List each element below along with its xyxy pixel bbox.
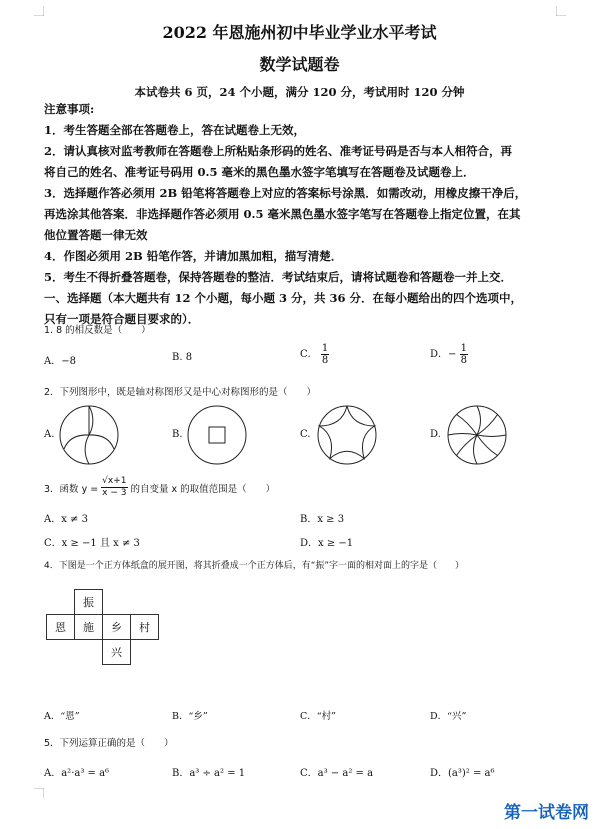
q5-option-d: D．(a³)² = a⁶ [430, 768, 495, 779]
notes-heading: 注意事项: [44, 102, 95, 116]
exam-subtitle: 数学试题卷 [259, 55, 340, 74]
net-cell: 村 [131, 615, 159, 640]
q3-option-c: C．x ≥ −1 且 x ≠ 3 [44, 538, 140, 549]
q2-stem: 2．下列图形中，既是轴对称图形又是中心对称图形的是（ ） [44, 387, 317, 398]
notes-line: 1．考生答题全部在答题卷上，答在试题卷上无效， [44, 123, 305, 137]
fraction: $\frac{√x+1}{x - 3}$ [102, 476, 127, 498]
notes-line: 5．考生不得折叠答题卷，保持答题卷的整洁．考试结束后，请将试题卷和答题卷一并上交． [44, 270, 512, 284]
cube-net [46, 589, 159, 665]
q2-option-a: A. [44, 429, 55, 440]
q4-option-d: D．“兴” [430, 711, 467, 722]
q1-option-b: B. 8 [172, 352, 193, 363]
crop-mark-icon [34, 6, 44, 16]
notes-section [44, 99, 570, 330]
q4-stem: 4．下图是一个正方体纸盒的展开图，将其折叠成一个正方体后，有“振”字一面的相对面上的字是（ ） [44, 561, 465, 571]
notes-line: 他位置答题一律无效 [44, 228, 148, 242]
notes-line: 将自己的姓名、准考证号码用 0.5 毫米的黑色墨水签字笔填写在答题卷及试题卷上． [44, 165, 475, 179]
fraction: $\frac{1}{8}$ [321, 343, 329, 366]
q4-option-c: C．“村” [300, 711, 336, 722]
q3-option-b: B．x ≥ 3 [300, 514, 345, 525]
exam-title: 2022 年恩施州初中毕业学业水平考试 [162, 23, 437, 42]
q2-option-b: B. [172, 429, 183, 440]
q1-stem: 1. 8 的相反数是（ ） [44, 325, 151, 336]
pinwheel-circle-icon [446, 404, 508, 466]
net-cell: 乡 [103, 615, 131, 640]
notes-line: 2．请认真核对监考教师在答题卷上所粘贴条形码的姓名、准考证号码是否与本人相符合，再 [44, 144, 512, 158]
q1-option-d: D．− $\frac{1}{8}$ [430, 343, 467, 366]
net-cell: 兴 [103, 640, 131, 665]
exam-info: 本试卷共 6 页，24 个小题，满分 120 分，考试用时 120 分钟 [134, 85, 465, 99]
q3-option-a: A．x ≠ 3 [44, 514, 88, 525]
three-arc-circle-icon [58, 404, 120, 466]
watermark-logo: 第一试卷网 [504, 803, 589, 823]
section-heading: 一、选择题（本大题共有 12 个小题，每小题 3 分，共 36 分．在每小题给出的四个选项中， [44, 291, 523, 305]
q3-stem: 3．函数 y = $\frac{√x+1}{x - 3}$ 的自变量 x 的取值范围是（ ） [44, 476, 276, 498]
net-cell: 施 [75, 615, 103, 640]
q2-option-d: D. [430, 429, 441, 440]
q5-option-a: A．a²·a³ = a⁶ [44, 768, 110, 779]
q5-stem: 5．下列运算正确的是（ ） [44, 738, 174, 749]
q4-option-b: B．“乡” [172, 711, 208, 722]
coin-square-icon [186, 404, 248, 466]
q1-option-c: C． $\frac{1}{8}$ [300, 343, 329, 366]
notes-line: 3．选择题作答必须用 2B 铅笔将答题卷上对应的答案标号涂黑．如需改动，用橡皮擦干净后， [44, 186, 527, 200]
net-cell: 恩 [47, 615, 75, 640]
q3-option-d: D．x ≥ −1 [300, 538, 354, 549]
q2-option-c: C. [300, 429, 311, 440]
q5-option-b: B．a³ ÷ a² = 1 [172, 768, 246, 779]
fraction: $\frac{1}{8}$ [460, 343, 467, 366]
notes-line: 4．作图必须用 2B 铅笔作答，并请加黑加粗，描写清楚． [44, 249, 343, 263]
pentagon-arc-star-icon [316, 404, 378, 466]
q5-option-c: C．a³ − a² = a [300, 768, 374, 779]
notes-line: 再选涂其他答案．非选择题作答必须用 0.5 毫米黑色墨水签字笔写在答题卷上指定位置，在其 [44, 207, 521, 221]
crop-mark-icon [556, 6, 566, 16]
crop-mark-icon [34, 788, 44, 798]
q4-option-a: A．“恩” [44, 711, 80, 722]
net-cell: 振 [75, 590, 103, 615]
section-heading: 只有一项是符合题目要求的）． [44, 312, 200, 326]
q1-option-a: A．−8 [44, 356, 76, 367]
